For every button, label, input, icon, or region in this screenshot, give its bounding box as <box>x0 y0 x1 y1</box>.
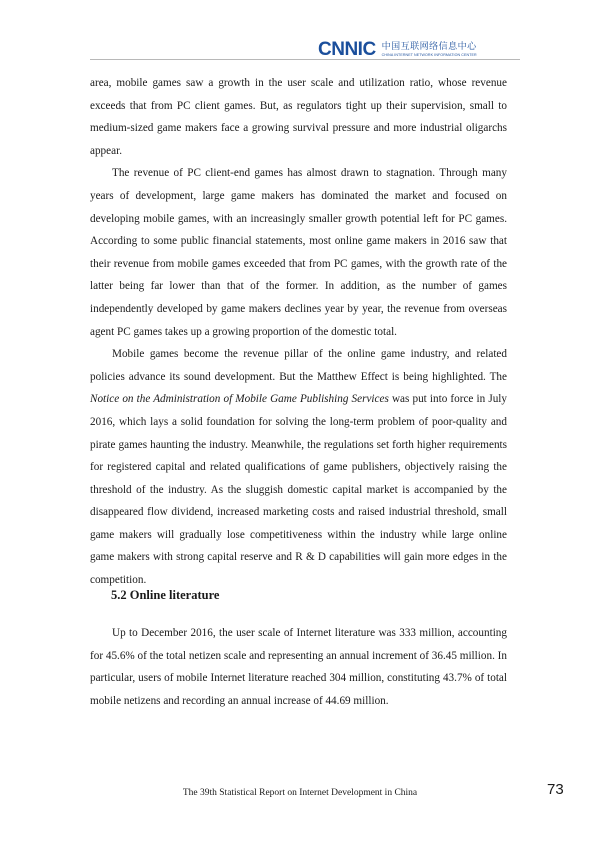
section-body <box>90 622 507 712</box>
section-heading: 5.2 Online literature <box>111 588 220 602</box>
p3-text-after: was put into force in July 2016, which lays a solid foundation for solving the long-term problem of poor-quality and pirate games haunting the industry. Meanwhile, the regulations set forth higher requirements for registered capital and related qualifications of game publishers, objectively raising the threshold of the industry. As the sluggish domestic capital market is accompanied by the disappeared flow dividend, increased marketing costs and raised industrial threshold, small game makers will gradually lose competitiveness within the industry while large online game makers with strong capital reserve and R & D capabilities will gain more edges in the competition. <box>90 393 507 587</box>
cnnic-logo <box>318 40 477 60</box>
logo-chinese-name: 中国互联网络信息中心 <box>381 42 477 52</box>
paragraph-continued: area, mobile games saw a growth in the user scale and utilization ratio, whose revenue exceeds that from PC client games. But, as regulators tight up their supervision, small to medium-sized game makers face a growing survival pressure and more industrial oligarchs appear. <box>90 77 507 157</box>
main-body <box>90 72 507 592</box>
logo-mark: CNNIC <box>318 39 376 60</box>
paragraph-online-literature: Up to December 2016, the user scale of Internet literature was 333 million, accounting for 45.6% of the total netizen scale and representing an annual increment of 36.45 million. In particular, users of mobile Internet literature reached 304 million, constituting 43.7% of total mobile netizens and recording an annual increase of 44.69 million. <box>90 627 507 707</box>
footer-report-title: The 39th Statistical Report on Internet Development in China <box>182 788 418 798</box>
paragraph-pc-games: The revenue of PC client-end games has almost drawn to stagnation. Through many years of development, large game makers has dominated the market and focused on developing mobile games, with an increasingly smaller growth potential left for PC games. According to some public financial statements, most online game makers in 2016 saw that their revenue from mobile games exceeded that from PC games, with the growth rate of the latter being far lower than that of the former. In addition, as the number of games independently developed by game makers declines year by year, the revenue from overseas agent PC games takes up a growing proportion of the domestic total. <box>90 167 507 338</box>
logo-english-name: CHINA INTERNET NETWORK INFORMATION CENTER <box>381 53 477 57</box>
header-divider <box>90 59 520 60</box>
logo-text <box>382 42 477 58</box>
page-number: 73 <box>547 781 564 798</box>
notice-title: Notice on the Administration of Mobile Game Publishing Services <box>90 393 389 406</box>
p3-text-before: Mobile games become the revenue pillar of the online game industry, and related policies advance its sound development. But the Matthew Effect is being highlighted. The <box>90 348 507 383</box>
paragraph-mobile-games <box>90 343 507 592</box>
